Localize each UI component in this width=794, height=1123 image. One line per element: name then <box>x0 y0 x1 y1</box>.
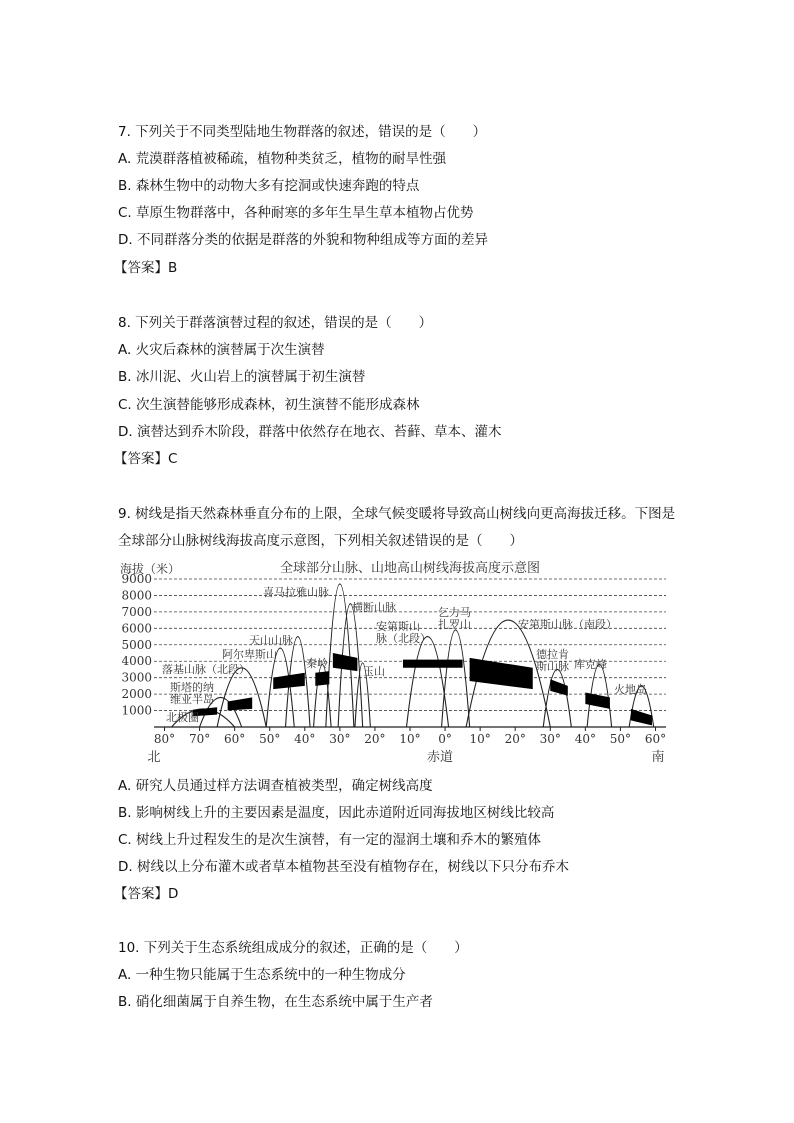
treeline-band <box>315 671 329 686</box>
mountain-label: 斯塔的纳 <box>170 681 214 694</box>
question-10-option-a: A. 一种生物只能属于生态系统中的一种生物成分 <box>118 967 406 983</box>
treeline-band <box>403 660 463 668</box>
treeline-band <box>273 673 305 689</box>
x-tick-label: 20° <box>364 732 386 746</box>
y-tick-label: 8000 <box>121 588 152 603</box>
chart-ylabel: 海拔（米） <box>120 562 181 576</box>
question-8-option-c: C. 次生演替能够形成森林，初生演替不能形成森林 <box>118 397 420 413</box>
x-tick-label: 50° <box>609 732 632 746</box>
x-tick-label: 20° <box>504 732 526 746</box>
question-7-option-d: D. 不同群落分类的依据是群落的外貌和物种组成等方面的差异 <box>118 232 488 248</box>
question-9-option-c: C. 树线上升过程发生的是次生演替，有一定的湿润土壤和乔木的繁殖体 <box>118 832 542 848</box>
question-9-option-a: A. 研究人员通过样方法调查植被类型，确定树线高度 <box>118 778 433 794</box>
x-tick-label: 30° <box>539 732 561 746</box>
x-tick-label: 80° <box>153 732 176 746</box>
x-tick-label: 40° <box>294 732 316 746</box>
question-8-answer: 【答案】C <box>114 451 178 467</box>
x-equator-label: 赤道 <box>426 750 454 765</box>
mountain-label: 喜马拉雅山脉 <box>263 586 329 599</box>
question-9-answer: 【答案】D <box>114 886 179 902</box>
treeline-band <box>470 658 533 689</box>
mountain-label: 阿尔卑斯山 <box>222 648 277 661</box>
mountain-label: 扎罗山 <box>438 618 471 631</box>
question-10-option-b: B. 硝化细菌属于自养生物，在生态系统中属于生产者 <box>118 994 433 1010</box>
question-7-answer: 【答案】B <box>114 260 178 276</box>
x-tick-label: 70° <box>188 732 211 746</box>
treeline-band <box>228 697 253 710</box>
mountain-arc <box>217 668 266 727</box>
mountain-label: 天山山脉 <box>249 634 293 647</box>
chart-title: 全球部分山脉、山地高山树线海拔高度示意图 <box>279 561 541 576</box>
y-tick-label: 4000 <box>121 654 152 669</box>
y-tick-label: 2000 <box>121 687 152 702</box>
x-tick-label: 30° <box>329 732 351 746</box>
question-9-stem: 9. 树线是指天然森林垂直分布的上限，全球气候变暖将导致高山树线向更高海拔迁移。下图是全球部分山脉树线海拔高度示意图，下列相关叙述错误的是（ ） <box>118 506 676 549</box>
y-tick-label: 3000 <box>121 670 152 685</box>
x-direction-south: 南 <box>651 750 665 765</box>
treeline-band <box>550 679 568 695</box>
y-tick-label: 7000 <box>121 604 152 619</box>
question-7-option-b: B. 森林生物中的动物大多有挖洞或快速奔跑的特点 <box>118 178 420 194</box>
treeline-band <box>333 653 358 671</box>
question-9-option-b: B. 影响树线上升的主要因素是温度，因此赤道附近同海拔地区树线比较高 <box>118 805 555 821</box>
question-8-stem: 8. 下列关于群落演替过程的叙述，错误的是（ ） <box>118 315 433 331</box>
y-tick-label: 6000 <box>121 621 152 636</box>
treeline-band <box>631 709 652 725</box>
mountain-label: 安第斯山 <box>376 620 420 633</box>
mountain-label: 玉山 <box>363 665 385 678</box>
x-tick-label: 10° <box>399 732 421 746</box>
mountain-label: 北极圈 <box>166 711 199 724</box>
x-tick-label: 10° <box>469 732 491 746</box>
mountain-label: 德拉肯 <box>536 648 569 661</box>
question-7-option-a: A. 荒漠群落植被稀疏，植物种类贫乏，植物的耐旱性强 <box>118 151 447 167</box>
mountain-label: 斯山脉 <box>536 660 569 673</box>
mountain-label: 落基山脉（北段） <box>162 663 250 676</box>
question-9-option-d: D. 树线以上分布灌木或者草本植物甚至没有植物存在，树线以下只分布乔木 <box>118 859 569 875</box>
mountain-label: 横断山脉 <box>352 601 396 614</box>
question-8-option-b: B. 冰川泥、火山岩上的演替属于初生演替 <box>118 369 366 385</box>
mountain-label: 火地岛 <box>614 683 647 696</box>
y-tick-label: 1000 <box>121 703 152 718</box>
mountain-label: 乞力马 <box>438 606 471 619</box>
mountain-label: 维亚半岛 <box>170 693 214 706</box>
x-tick-label: 0° <box>438 732 452 746</box>
mountain-label: 秦岭 <box>306 657 328 670</box>
x-tick-label: 40° <box>574 732 596 746</box>
question-8-option-d: D. 演替达到乔木阶段，群落中依然存在地衣、苔藓、草本、灌木 <box>118 424 502 440</box>
question-8-option-a: A. 火灾后森林的演替属于次生演替 <box>118 342 325 358</box>
mountain-label: 脉（北段） <box>376 632 431 645</box>
x-tick-label: 50° <box>259 732 281 746</box>
treeline-chart-svg <box>118 555 678 771</box>
x-tick-label: 60° <box>224 732 246 746</box>
question-7-option-c: C. 草原生物群落中，各种耐寒的多年生旱生草本植物占优势 <box>118 205 474 221</box>
treeline-chart <box>118 555 678 771</box>
mountain-label: 安第斯山脉（南段） <box>518 618 617 631</box>
question-10-stem: 10. 下列关于生态系统组成成分的叙述，正确的是（ ） <box>118 940 468 956</box>
mountain-arc <box>543 669 571 727</box>
x-tick-label: 60° <box>644 732 667 746</box>
question-7-stem: 7. 下列关于不同类型陆地生物群落的叙述，错误的是（ ） <box>118 124 487 140</box>
x-direction-north: 北 <box>147 750 161 765</box>
y-tick-label: 5000 <box>121 637 152 652</box>
y-tick-label: 9000 <box>121 572 152 586</box>
mountain-label: 库克峰 <box>574 658 607 671</box>
